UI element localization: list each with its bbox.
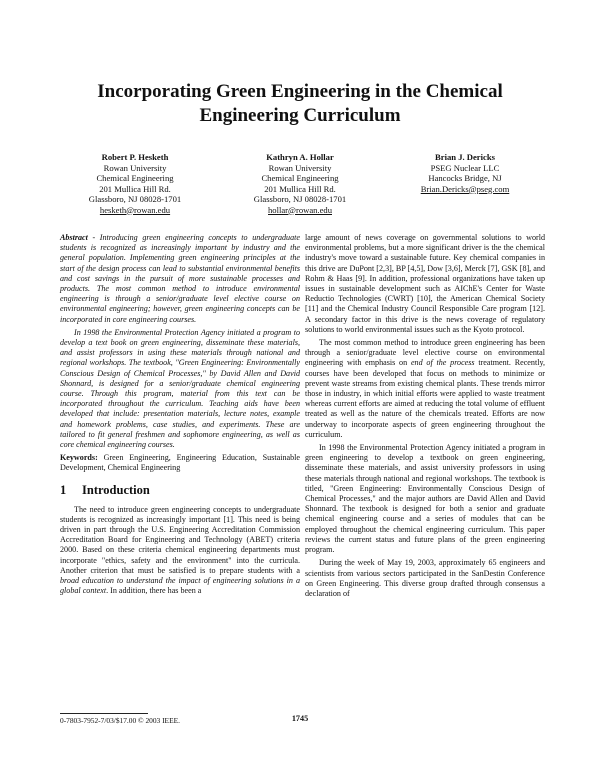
section-number: 1 — [60, 482, 67, 497]
author-email[interactable]: hesketh@rowan.edu — [99, 204, 171, 215]
intro-text-emphasis: broad education to understand the impact of engineering solutions in a global context — [60, 576, 300, 596]
body-text-a: The most common method to introduce green engineering has been through a senior/graduate level elective course on environmental engineering with emphasis on — [305, 338, 545, 368]
body-paragraph-4: During the week of May 19, 2003, approximately 65 engineers and scientists from various sectors participated in the SanDestin Conference on Green Engineering. This diverse group drafted through consensus a declaration of — [305, 558, 545, 598]
author-dept: Hancocks Bridge, NJ — [428, 173, 502, 183]
abstract-text: - Introducing green engineering concepts to undergraduate students is recognized as increasingly important by industry and the general population. Implementing green engineering principles at the start of the design process can lead to substantial environmental benefits and cost savings in the pursuit of more sustainable processes and products. The most common method to introduce environmental engineering is through a senior/graduate level elective course on environmental engineering; however, green engineering concepts can be incorporated in core engineering courses. — [60, 233, 300, 324]
intro-text-c: . In addition, there has been a — [106, 586, 202, 596]
abstract-paragraph-2: In 1998 the Environmental Protection Agency initiated a program to develop a text book on green engineering, disseminate these materials, and assist professors in using these materials through national and regional workshops. The textbook, "Green Engineering: Environmentally Conscious Design of Chemical Processes," by David Allen and David Shonnard, is designed for a senior/graduate chemical engineering course. Through this program, material from this text can be incorporated throughout the curriculum. Teaching aids have been developed that include: presentation materials, lecture notes, example and homework problems, case studies, and experiments. These are tailored to fit general freshmen and sophomore engineering, as well as core chemical engineering courses. — [60, 327, 300, 450]
author-name: Brian J. Dericks — [435, 152, 495, 162]
author-address-1: 201 Mullica Hill Rd. — [264, 183, 336, 194]
left-column — [60, 233, 300, 600]
author-affiliation: Rowan University — [103, 162, 167, 173]
body-text-c: treatment. Recently, courses have been developed that focus on methods to minimize or prevent waste streams from existing chemical plants. These trends mirror those in industry, in which initial efforts were applied to waste treatment whereas current efforts are aimed at reducing the total volume of effluent treated as well as the nature of the chemicals treated. Efforts are now underway to incorporate aspects of green engineering throughout the curriculum. — [305, 358, 545, 439]
author-dept: Chemical Engineering — [261, 173, 339, 183]
author-address-1: 201 Mullica Hill Rd. — [99, 183, 171, 194]
author-email[interactable]: hollar@rowan.edu — [268, 204, 332, 215]
abstract-paragraph — [60, 233, 300, 325]
author-affiliation: PSEG Nuclear LLC — [430, 162, 500, 173]
page-number: 1745 — [291, 714, 309, 723]
intro-text-a: The need to introduce green engineering concepts to undergraduate students is recognized as increasingly important [1]. This need is being driven in part through the U.S. Engineering Accreditation Commission Accreditation Board for Engineering and Technology (ABET) criteria 2000. Based on these criteria chemical engineering departments must incorporate "ethics, safety and the environment" into the curricula. Another criterion that must be satisfied is to prepare students with a — [60, 504, 300, 575]
author-name: Kathryn A. Hollar — [266, 152, 334, 162]
author-email[interactable]: Brian.Dericks@pseg.com — [420, 183, 510, 194]
intro-paragraph — [60, 505, 300, 597]
keywords-text: Green Engineering, Engineering Education, Sustainable Development, Chemical Engineering — [60, 453, 300, 473]
author-address-2: Glassboro, NJ 08028-1701 — [88, 194, 182, 204]
paper-title: Incorporating Green Engineering in the Chemical Engineering Curriculum — [97, 81, 503, 126]
author-name: Robert P. Hesketh — [101, 152, 169, 162]
body-text-emphasis: end of the process — [410, 358, 475, 368]
author-address-2: Glassboro, NJ 08028-1701 — [253, 194, 347, 204]
body-paragraph-3: In 1998 the Environmental Protection Agency initiated a program in green engineering to develop a textbook on green engineering, disseminate these materials, and assist university professors in using these materials through national and regional workshops. The textbook is titled, "Green Engineering: Environmentally Conscious Design of Chemical Processes," and the major authors are David Allen and David Shonnard. The textbook is designed for both a senior and graduate chemical engineering course and a series of modules that can be employed throughout the chemical engineering curriculum. This paper reviews the current status and future plans of the green engineering program. — [305, 443, 545, 555]
author-block-1 — [60, 152, 210, 215]
copyright-notice: 0-7803-7952-7/03/$17.00 © 2003 IEEE. — [60, 716, 180, 725]
body-paragraph-2 — [305, 338, 545, 440]
footnote-rule — [60, 713, 148, 714]
section-heading — [60, 483, 300, 498]
keywords-label: Keywords: — [60, 453, 98, 463]
author-block-2 — [225, 152, 375, 215]
abstract-label: Abstract — [60, 233, 88, 242]
right-column — [305, 233, 545, 602]
author-affiliation: Rowan University — [268, 162, 332, 173]
body-paragraph-1: large amount of news coverage on governmental solutions to world environmental problems, but a more significant driver is the the chemical industry's move toward a sustainable future. Key chemical companies in this drive are DuPont [2,3], BP [4,5], Dow [3,6], Merck [7], GSK [8], and Rohm & Haas [9]. In addition, professional organizations have taken up issues in sustainable development such as AIChE's Center for Waste Reductio Technologies (CWRT) [10], the American Chemical Society [11] and the Chemical Industry Council Responsible Care program [12]. A secondary factor in this drive is the news coverage of regulatory solutions to world environmental issues such as the Kyoto protocol. — [305, 233, 545, 334]
author-dept: Chemical Engineering — [96, 173, 174, 183]
author-block-3 — [390, 152, 540, 194]
keywords — [60, 453, 300, 473]
section-title: Introduction — [82, 482, 150, 497]
